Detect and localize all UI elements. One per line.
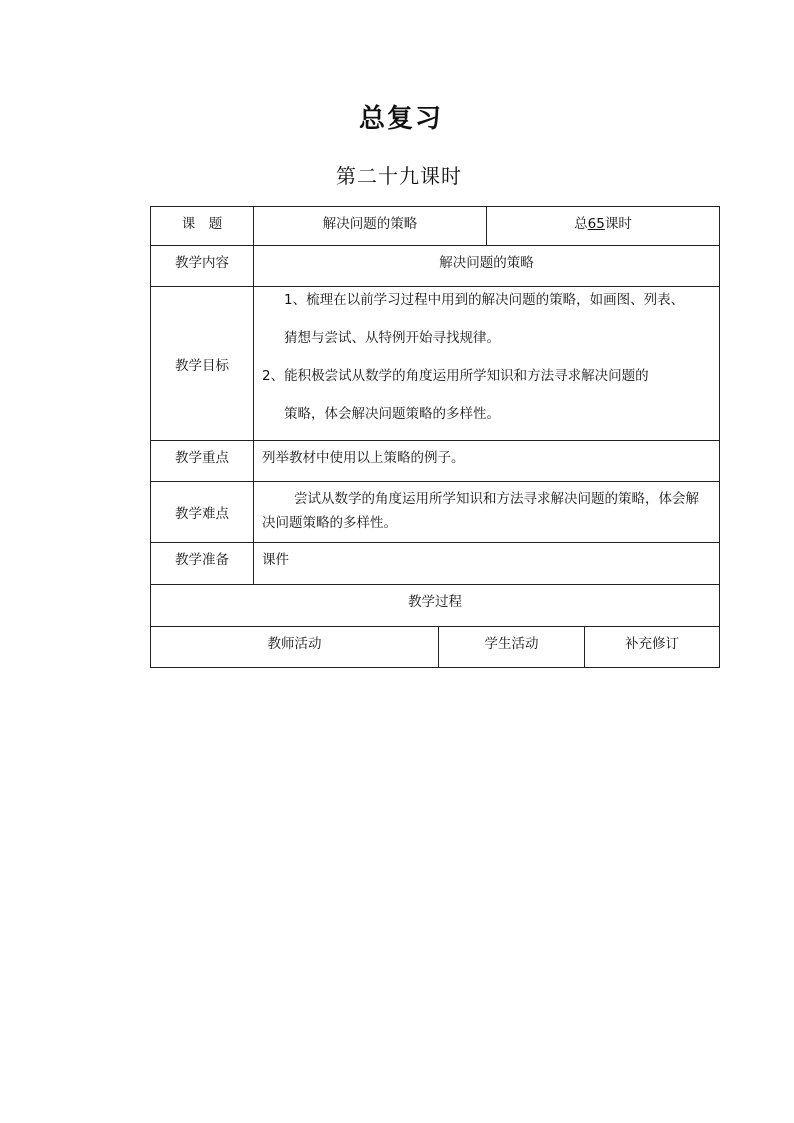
row-difficulties [151,482,720,543]
total-prefix: 总 [574,216,588,232]
goals-label: 教学目标 [151,287,254,441]
difficulties-text: 尝试从数学的角度运用所学知识和方法寻求解决问题的策略，体会解决问题策略的多样性。 [262,491,699,531]
process-header: 教学过程 [151,585,720,627]
goal-line-4: 策略，体会解决问题策略的多样性。 [284,406,500,422]
goals-value [254,287,720,441]
goal-line-2: 猜想与尝试、从特例开始寻找规律。 [284,330,500,346]
key-points-label: 教学重点 [151,441,254,482]
row-topic [151,207,720,246]
goal-line-3: 2、能积极尝试从数学的角度运用所学知识和方法寻求解决问题的 [262,368,649,384]
topic-label: 课 题 [151,207,254,246]
content-value: 解决问题的策略 [254,246,720,287]
goal-line-1: 1、梳理在以前学习过程中用到的解决问题的策略，如画图、列表、 [284,292,685,308]
content-label: 教学内容 [151,246,254,287]
row-activity-columns [151,627,720,668]
lesson-number: 第二十九课时 [336,164,462,188]
total-suffix: 课时 [604,216,632,232]
total-number: 65 [587,216,605,232]
row-goals [151,287,720,441]
lesson-plan-table [150,206,720,668]
row-preparation [151,543,720,585]
row-content [151,246,720,287]
student-activity-header: 学生活动 [439,627,585,668]
total-lessons [487,207,720,246]
topic-value: 解决问题的策略 [254,207,487,246]
key-points-value: 列举教材中使用以上策略的例子。 [254,441,720,482]
difficulties-value [254,482,720,543]
revision-header: 补充修订 [585,627,720,668]
row-process-header [151,585,720,627]
row-key-points [151,441,720,482]
document-title: 总复习 [358,104,443,134]
teacher-activity-header: 教师活动 [151,627,439,668]
preparation-label: 教学准备 [151,543,254,585]
difficulties-label: 教学难点 [151,482,254,543]
preparation-value: 课件 [254,543,720,585]
